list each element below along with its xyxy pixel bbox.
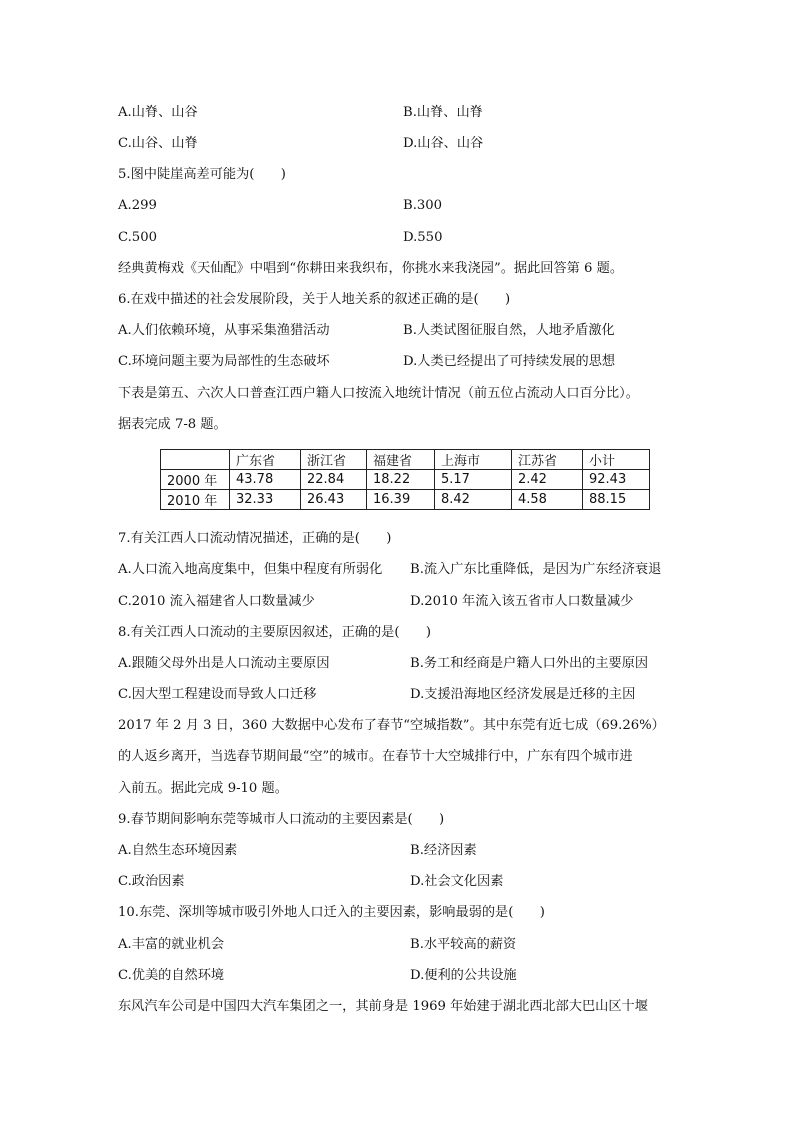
q5-option-c: C.500 xyxy=(118,230,157,245)
q5-option-d: D.550 xyxy=(403,230,443,245)
q7-stem: 7.有关江西人口流动情况描述，正确的是( ) xyxy=(118,531,392,546)
table-header-cell xyxy=(161,450,230,470)
q10-stem: 10.东莞、深圳等城市吸引外地人口迁入的主要因素，影响最弱的是( ) xyxy=(118,905,545,920)
table-cell: 2000 年 xyxy=(161,470,230,490)
q10-option-c: C.优美的自然环境 xyxy=(118,968,225,983)
table-cell: 16.39 xyxy=(367,490,435,510)
table-header-cell: 浙江省 xyxy=(301,450,367,470)
table-cell: 2.42 xyxy=(512,470,583,490)
q10-option-a: A.丰富的就业机会 xyxy=(118,937,225,952)
q7-8-intro-line1: 下表是第五、六次人口普查江西户籍人口按流入地统计情况（前五位占流动人口百分比）。 xyxy=(118,386,639,401)
table-header-cell: 上海市 xyxy=(435,450,512,470)
q5-stem: 5.图中陡崖高差可能为( ) xyxy=(118,167,286,182)
q4-option-c: C.山谷、山脊 xyxy=(118,136,198,151)
table-header-cell: 江苏省 xyxy=(512,450,583,470)
table-cell: 2010 年 xyxy=(161,490,230,510)
table-row xyxy=(161,490,650,510)
next-intro-line: 东风汽车公司是中国四大汽车集团之一，其前身是 1969 年始建于湖北西北部大巴山区十堰 xyxy=(118,999,648,1014)
table-cell: 18.22 xyxy=(367,470,435,490)
q9-option-a: A.自然生态环境因素 xyxy=(118,843,238,858)
table-header-cell: 广东省 xyxy=(230,450,301,470)
q8-option-a: A.跟随父母外出是人口流动主要原因 xyxy=(118,656,330,671)
table-cell: 26.43 xyxy=(301,490,367,510)
q8-option-b: B.务工和经商是户籍人口外出的主要原因 xyxy=(410,656,649,671)
q4-option-d: D.山谷、山谷 xyxy=(403,136,484,151)
q9-10-intro-line1: 2017 年 2 月 3 日，360 大数据中心发布了春节“空城指数”。其中东莞有近七成（69.26%） xyxy=(118,718,665,733)
q6-option-d: D.人类已经提出了可持续发展的思想 xyxy=(403,354,616,369)
q6-option-b: B.人类试图征服自然，人地矛盾激化 xyxy=(403,323,615,338)
q9-option-c: C.政治因素 xyxy=(118,874,185,889)
q9-option-b: B.经济因素 xyxy=(410,843,477,858)
q8-stem: 8.有关江西人口流动的主要原因叙述，正确的是( ) xyxy=(118,625,431,640)
table-cell: 92.43 xyxy=(583,470,650,490)
q7-option-a: A.人口流入地高度集中，但集中程度有所弱化 xyxy=(118,562,383,577)
q6-option-c: C.环境问题主要为局部性的生态破坏 xyxy=(118,354,330,369)
q4-option-a: A.山脊、山谷 xyxy=(118,105,198,120)
table-header-cell: 福建省 xyxy=(367,450,435,470)
q9-option-d: D.社会文化因素 xyxy=(410,874,504,889)
q10-option-d: D.便利的公共设施 xyxy=(410,968,517,983)
q5-option-b: B.300 xyxy=(403,198,443,213)
table-cell: 8.42 xyxy=(435,490,512,510)
q5-option-a: A.299 xyxy=(118,198,157,213)
q8-option-c: C.因大型工程建设而导致人口迁移 xyxy=(118,687,317,702)
table-cell: 88.15 xyxy=(583,490,650,510)
q7-option-b: B.流入广东比重降低，是因为广东经济衰退 xyxy=(410,562,662,577)
q6-stem: 6.在戏中描述的社会发展阶段，关于人地关系的叙述正确的是( ) xyxy=(118,292,511,307)
q4-option-b: B.山脊、山脊 xyxy=(403,105,483,120)
table-header-row xyxy=(161,450,650,470)
table-cell: 4.58 xyxy=(512,490,583,510)
q10-option-b: B.水平较高的薪资 xyxy=(410,937,517,952)
q6-option-a: A.人们依赖环境，从事采集渔猎活动 xyxy=(118,323,330,338)
table-cell: 22.84 xyxy=(301,470,367,490)
q9-stem: 9.春节期间影响东莞等城市人口流动的主要因素是( ) xyxy=(118,812,445,827)
q9-10-intro-line2: 的人返乡离开，当选春节期间最“空”的城市。在春节十大空城排行中，广东有四个城市进 xyxy=(118,749,633,764)
table-cell: 43.78 xyxy=(230,470,301,490)
table-header-cell: 小计 xyxy=(583,450,650,470)
q8-option-d: D.支援沿海地区经济发展是迁移的主因 xyxy=(410,687,636,702)
q9-10-intro-line3: 入前五。据此完成 9-10 题。 xyxy=(118,781,288,796)
q7-option-c: C.2010 流入福建省人口数量减少 xyxy=(118,594,315,609)
population-flow-table xyxy=(160,449,650,510)
table-row xyxy=(161,470,650,490)
q7-option-d: D.2010 年流入该五省市人口数量减少 xyxy=(410,594,634,609)
q7-8-intro-line2: 据表完成 7-8 题。 xyxy=(118,417,227,432)
q6-intro: 经典黄梅戏《天仙配》中唱到“你耕田来我织布，你挑水来我浇园”。据此回答第 6 题。 xyxy=(118,261,624,276)
table-cell: 32.33 xyxy=(230,490,301,510)
table-cell: 5.17 xyxy=(435,470,512,490)
